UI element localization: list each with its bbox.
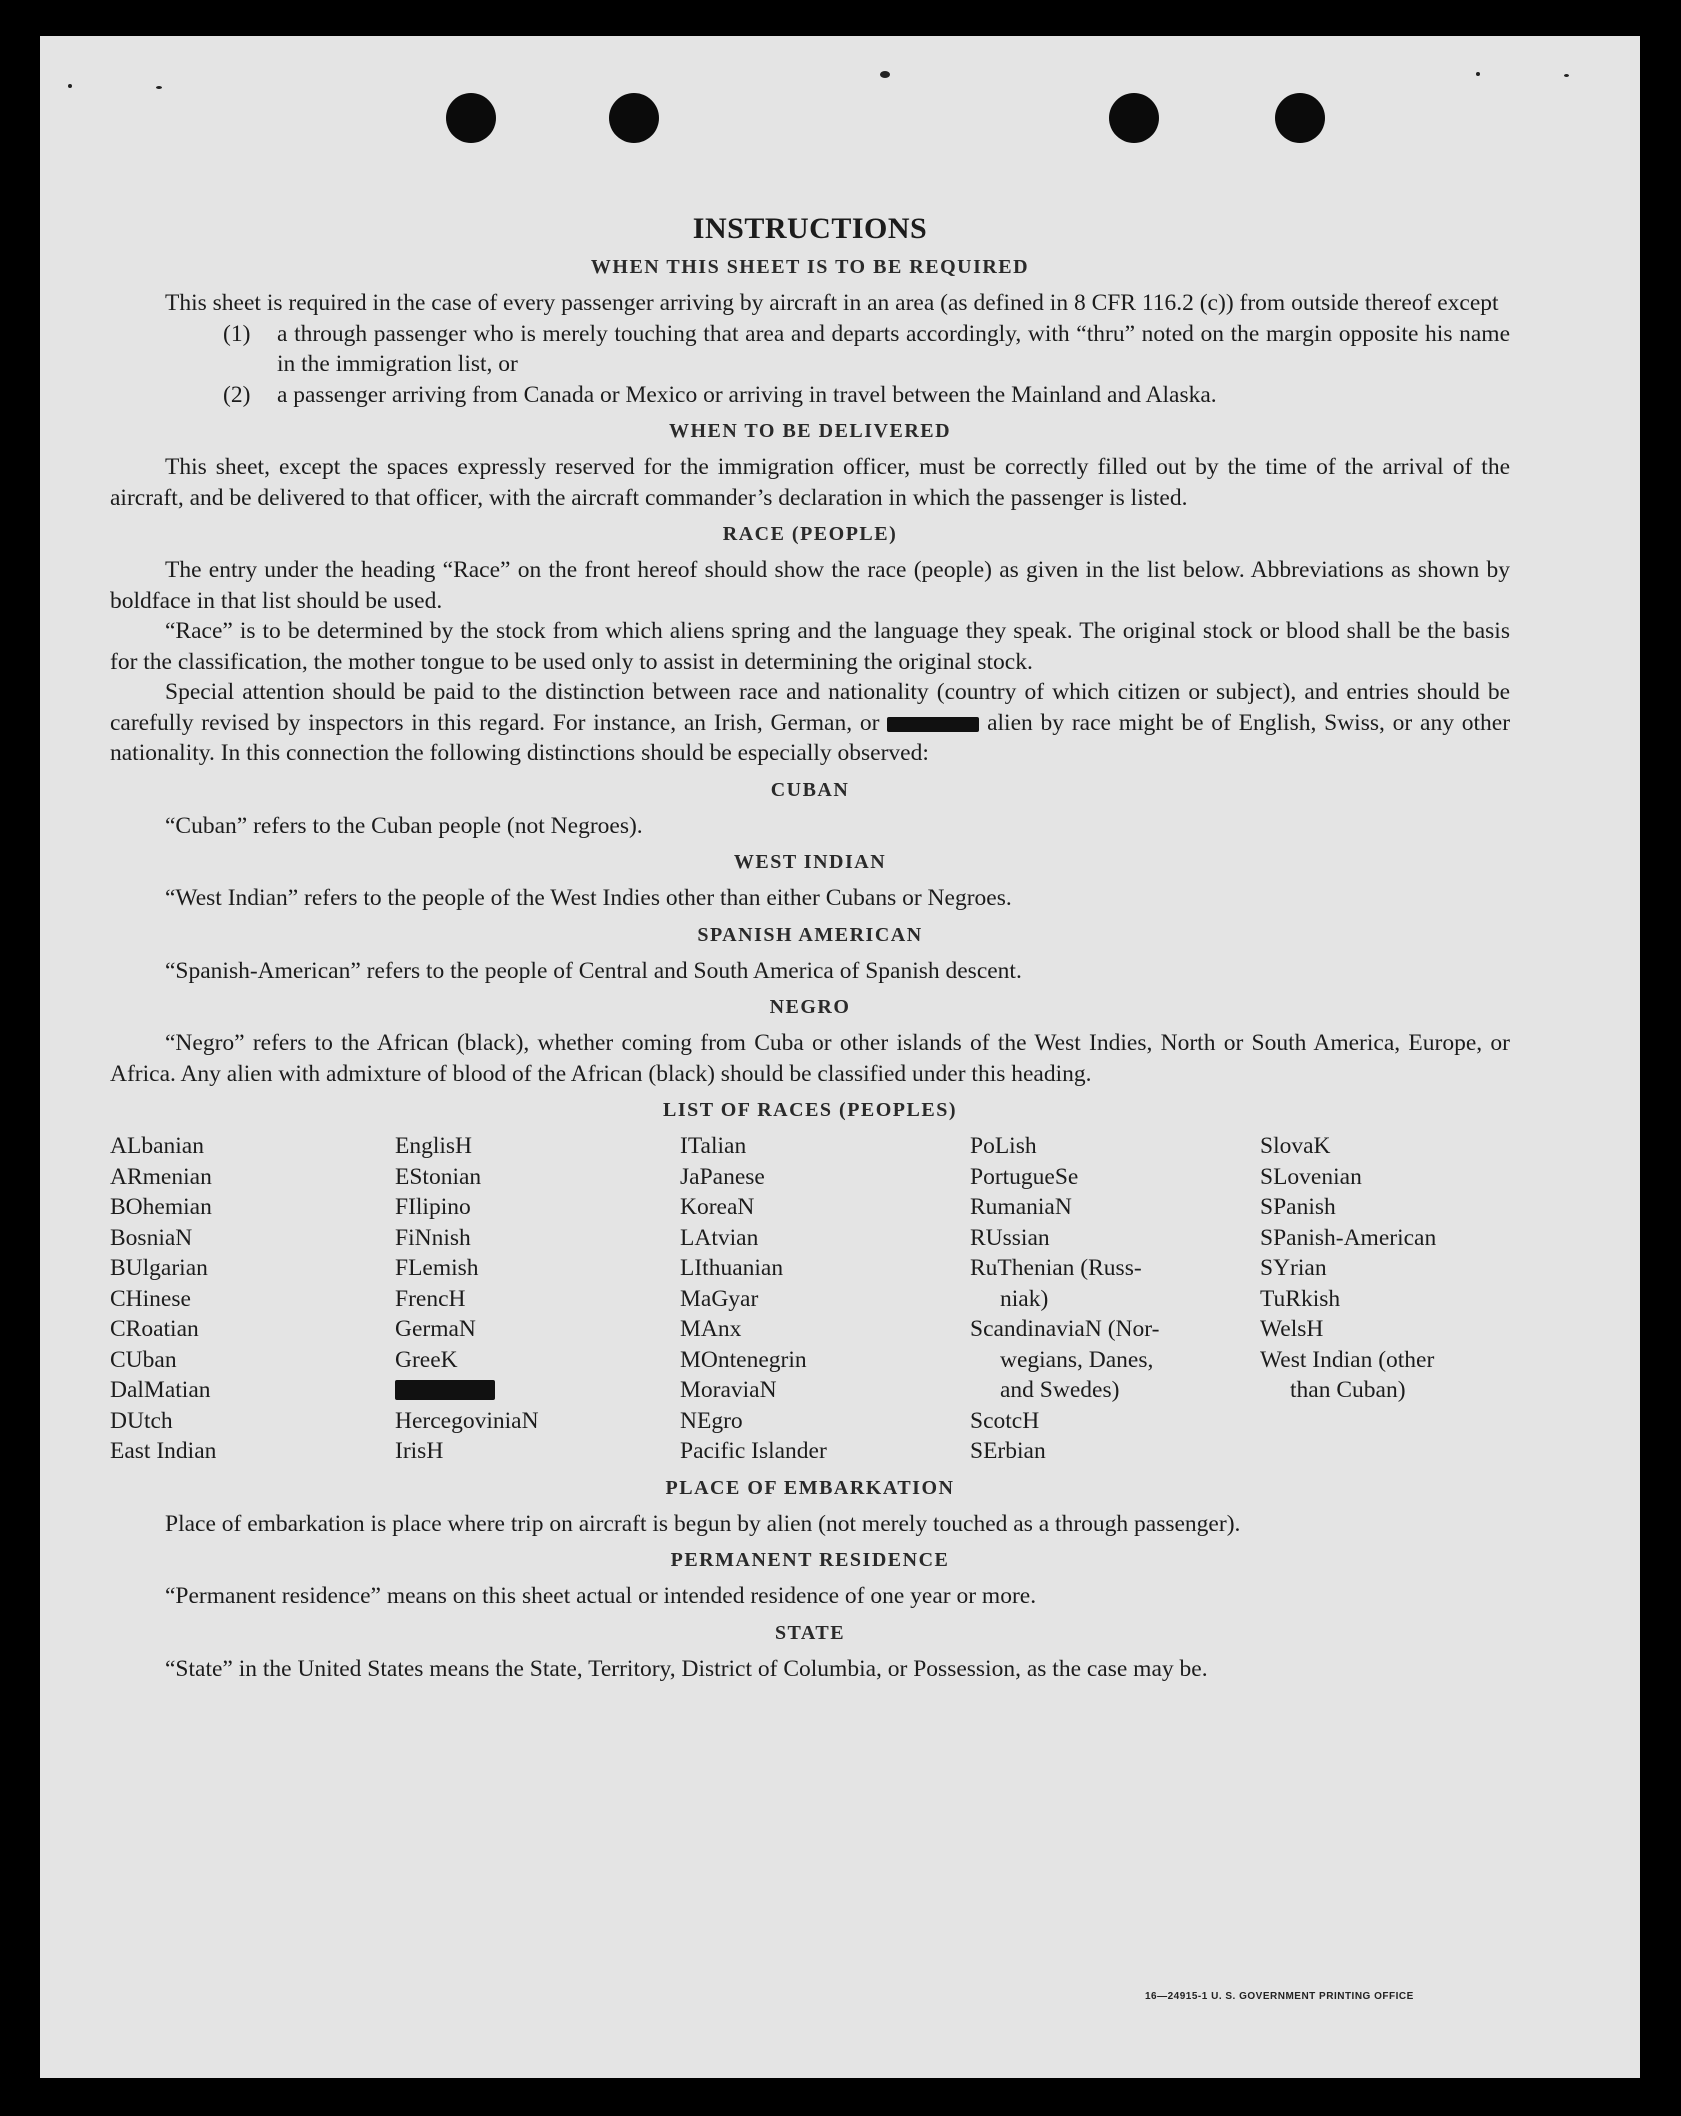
race-entry: EnglisH [395,1133,473,1159]
race-entry: WelsH [1260,1316,1324,1342]
race-entry: EStonian [395,1163,482,1190]
race-entry: CHinese [110,1285,191,1312]
race-entry: RUssian [970,1224,1050,1251]
race-entry: Pacific Islander [680,1438,827,1464]
races-column-4 [970,1131,1260,1467]
race-entry: CUban [110,1346,177,1373]
paragraph-text: alien by race might be of English, Swiss, or any other nationality. In this connection the following distinctions should be especially observed: [110,709,1511,766]
race-entry: SlovaK [1260,1133,1331,1159]
item-text: a through passenger who is merely touching that area and departs accordingly, with “thru” noted on the margin opposite his name in the immigration list, or [277,320,1510,377]
list-item [110,380,1510,411]
paragraph: “Negro” refers to the African (black), whether coming from Cuba or other islands of the West Indies, North or South America, Europe, or Africa. Any alien with admixture of blood of the African (black) should be classified under this heading. [110,1030,1510,1087]
race-entry: MAnx [680,1316,742,1342]
race-entry: RuThenian (Russ- [970,1255,1142,1281]
race-entry: MaGyar [680,1285,759,1312]
race-entry: BosniaN [110,1224,193,1251]
paragraph: “Permanent residence” means on this sheet actual or intended residence of one year or more. [165,1583,1037,1609]
race-entry: West Indian (other [1260,1346,1435,1373]
section-heading: WEST INDIAN [733,851,887,873]
race-entry: IrisH [395,1438,444,1464]
races-list [110,1131,1510,1467]
race-entry-continuation: wegians, Danes, [1000,1346,1154,1373]
races-column-5 [1260,1131,1510,1467]
document-page [40,36,1640,2078]
race-entry: DUtch [110,1407,173,1434]
race-entry: HercegoviniaN [395,1407,539,1434]
race-entry: ARmenian [110,1163,212,1190]
item-text: a passenger arriving from Canada or Mexico or arriving in travel between the Mainland and Alaska. [277,381,1217,408]
item-number: (1) [223,320,251,347]
race-entry: FiNnish [395,1224,471,1251]
paper-speck [880,71,890,78]
punch-hole [609,93,659,143]
printing-office-code: 16—24915-1 U. S. GOVERNMENT PRINTING OFFICE [1145,1991,1414,2002]
race-entry: JaPanese [680,1163,765,1190]
redaction-mark [395,1380,495,1400]
list-item [110,319,1510,380]
paragraph: “West Indian” refers to the people of the West Indies other than either Cubans or Negroes. [165,885,1012,911]
race-entry: RumaniaN [970,1194,1072,1220]
section-heading: PERMANENT RESIDENCE [670,1549,950,1571]
race-entry: NEgro [680,1407,743,1434]
race-entry: East Indian [110,1438,217,1464]
paragraph: This sheet, except the spaces expressly reserved for the immigration officer, must be correctly filled out by the time of the arrival of the aircraft, and be delivered to that officer, with the aircraft commander’s declaration in which the passenger is listed. [110,454,1510,511]
punch-hole [446,93,496,143]
instructions-body [110,212,1510,1684]
race-entry: SPanish [1260,1194,1336,1220]
race-entry: ScandinaviaN (Nor- [970,1316,1160,1342]
races-column-1 [110,1131,395,1467]
section-heading: CUBAN [770,778,850,801]
race-entry: ScotcH [970,1407,1040,1434]
section-heading: SPANISH AMERICAN [697,923,923,946]
section-heading: RACE (PEOPLE) [722,523,898,545]
races-column-3 [680,1131,970,1467]
redaction-mark [887,717,979,732]
redacted-race-entry [395,1375,680,1406]
race-entry: GermaN [395,1316,476,1342]
paragraph: “Spanish-American” refers to the people of Central and South America of Spanish descent. [165,957,1022,984]
section-heading: WHEN TO BE DELIVERED [668,420,952,442]
race-entry: FIlipino [395,1194,471,1220]
punch-hole [1109,93,1159,143]
race-entry: TuRkish [1260,1285,1341,1312]
race-entry: SPanish-American [1260,1224,1437,1251]
paragraph-text: Special attention should be paid to the distinction between race and nationality (country of which citizen or subject), and entries should be carefully revised by inspectors in this regard. For instance, an Irish, German, or [110,679,1510,736]
race-entry: FrencH [395,1285,466,1312]
race-entry-continuation: and Swedes) [1000,1377,1120,1403]
race-entry: CRoatian [110,1316,199,1342]
race-entry: BOhemian [110,1194,212,1220]
race-entry: SLovenian [1260,1163,1362,1190]
race-entry: SErbian [970,1438,1046,1464]
section-heading: LIST OF RACES (PEOPLES) [662,1099,957,1121]
race-entry: FLemish [395,1255,479,1281]
paragraph: The entry under the heading “Race” on the front hereof should show the race (people) as given in the list below. Abbreviations as shown by boldface in that list should be used. [110,557,1510,614]
race-entry: LIthuanian [680,1255,784,1281]
paper-speck [156,86,162,89]
section-heading: NEGRO [769,996,851,1018]
race-entry: MoraviaN [680,1377,777,1403]
race-entry-continuation: niak) [1000,1285,1049,1312]
section-heading: STATE [774,1621,846,1644]
paragraph: “Cuban” refers to the Cuban people (not Negroes). [165,812,643,839]
race-entry: MOntenegrin [680,1346,807,1373]
punch-hole [1275,93,1325,143]
race-entry: DalMatian [110,1377,211,1403]
item-number: (2) [223,381,251,408]
race-entry: ALbanian [110,1133,204,1159]
paper-speck [1564,74,1569,77]
race-entry: BUlgarian [110,1255,208,1281]
race-entry: PoLish [970,1133,1037,1159]
paragraph: Place of embarkation is place where trip on aircraft is begun by alien (not merely touched as a through passenger). [165,1510,1241,1537]
page-title: INSTRUCTIONS [692,212,928,245]
paragraph: “Race” is to be determined by the stock from which aliens spring and the language they speak. The original stock or blood shall be the basis for the classification, the mother tongue to be used only to assist in determining the original stock. [110,618,1510,675]
race-entry: ITalian [680,1133,747,1159]
race-entry: LAtvian [680,1224,759,1251]
race-entry: KoreaN [680,1194,755,1220]
race-entry: PortugueSe [970,1163,1079,1190]
paper-speck [1476,72,1480,76]
paragraph [110,677,1510,769]
paragraph: This sheet is required in the case of every passenger arriving by aircraft in an area (as defined in 8 CFR 116.2 (c)) from outside thereof except [165,290,1499,316]
paragraph: “State” in the United States means the State, Territory, District of Columbia, or Possession, as the case may be. [165,1655,1208,1682]
race-entry-continuation: than Cuban) [1290,1377,1406,1403]
section-heading: PLACE OF EMBARKATION [665,1476,955,1499]
section-heading: WHEN THIS SHEET IS TO BE REQUIRED [590,256,1030,278]
paper-speck [68,84,72,88]
race-entry: GreeK [395,1346,458,1373]
race-entry: SYrian [1260,1255,1327,1281]
races-column-2 [395,1131,680,1467]
